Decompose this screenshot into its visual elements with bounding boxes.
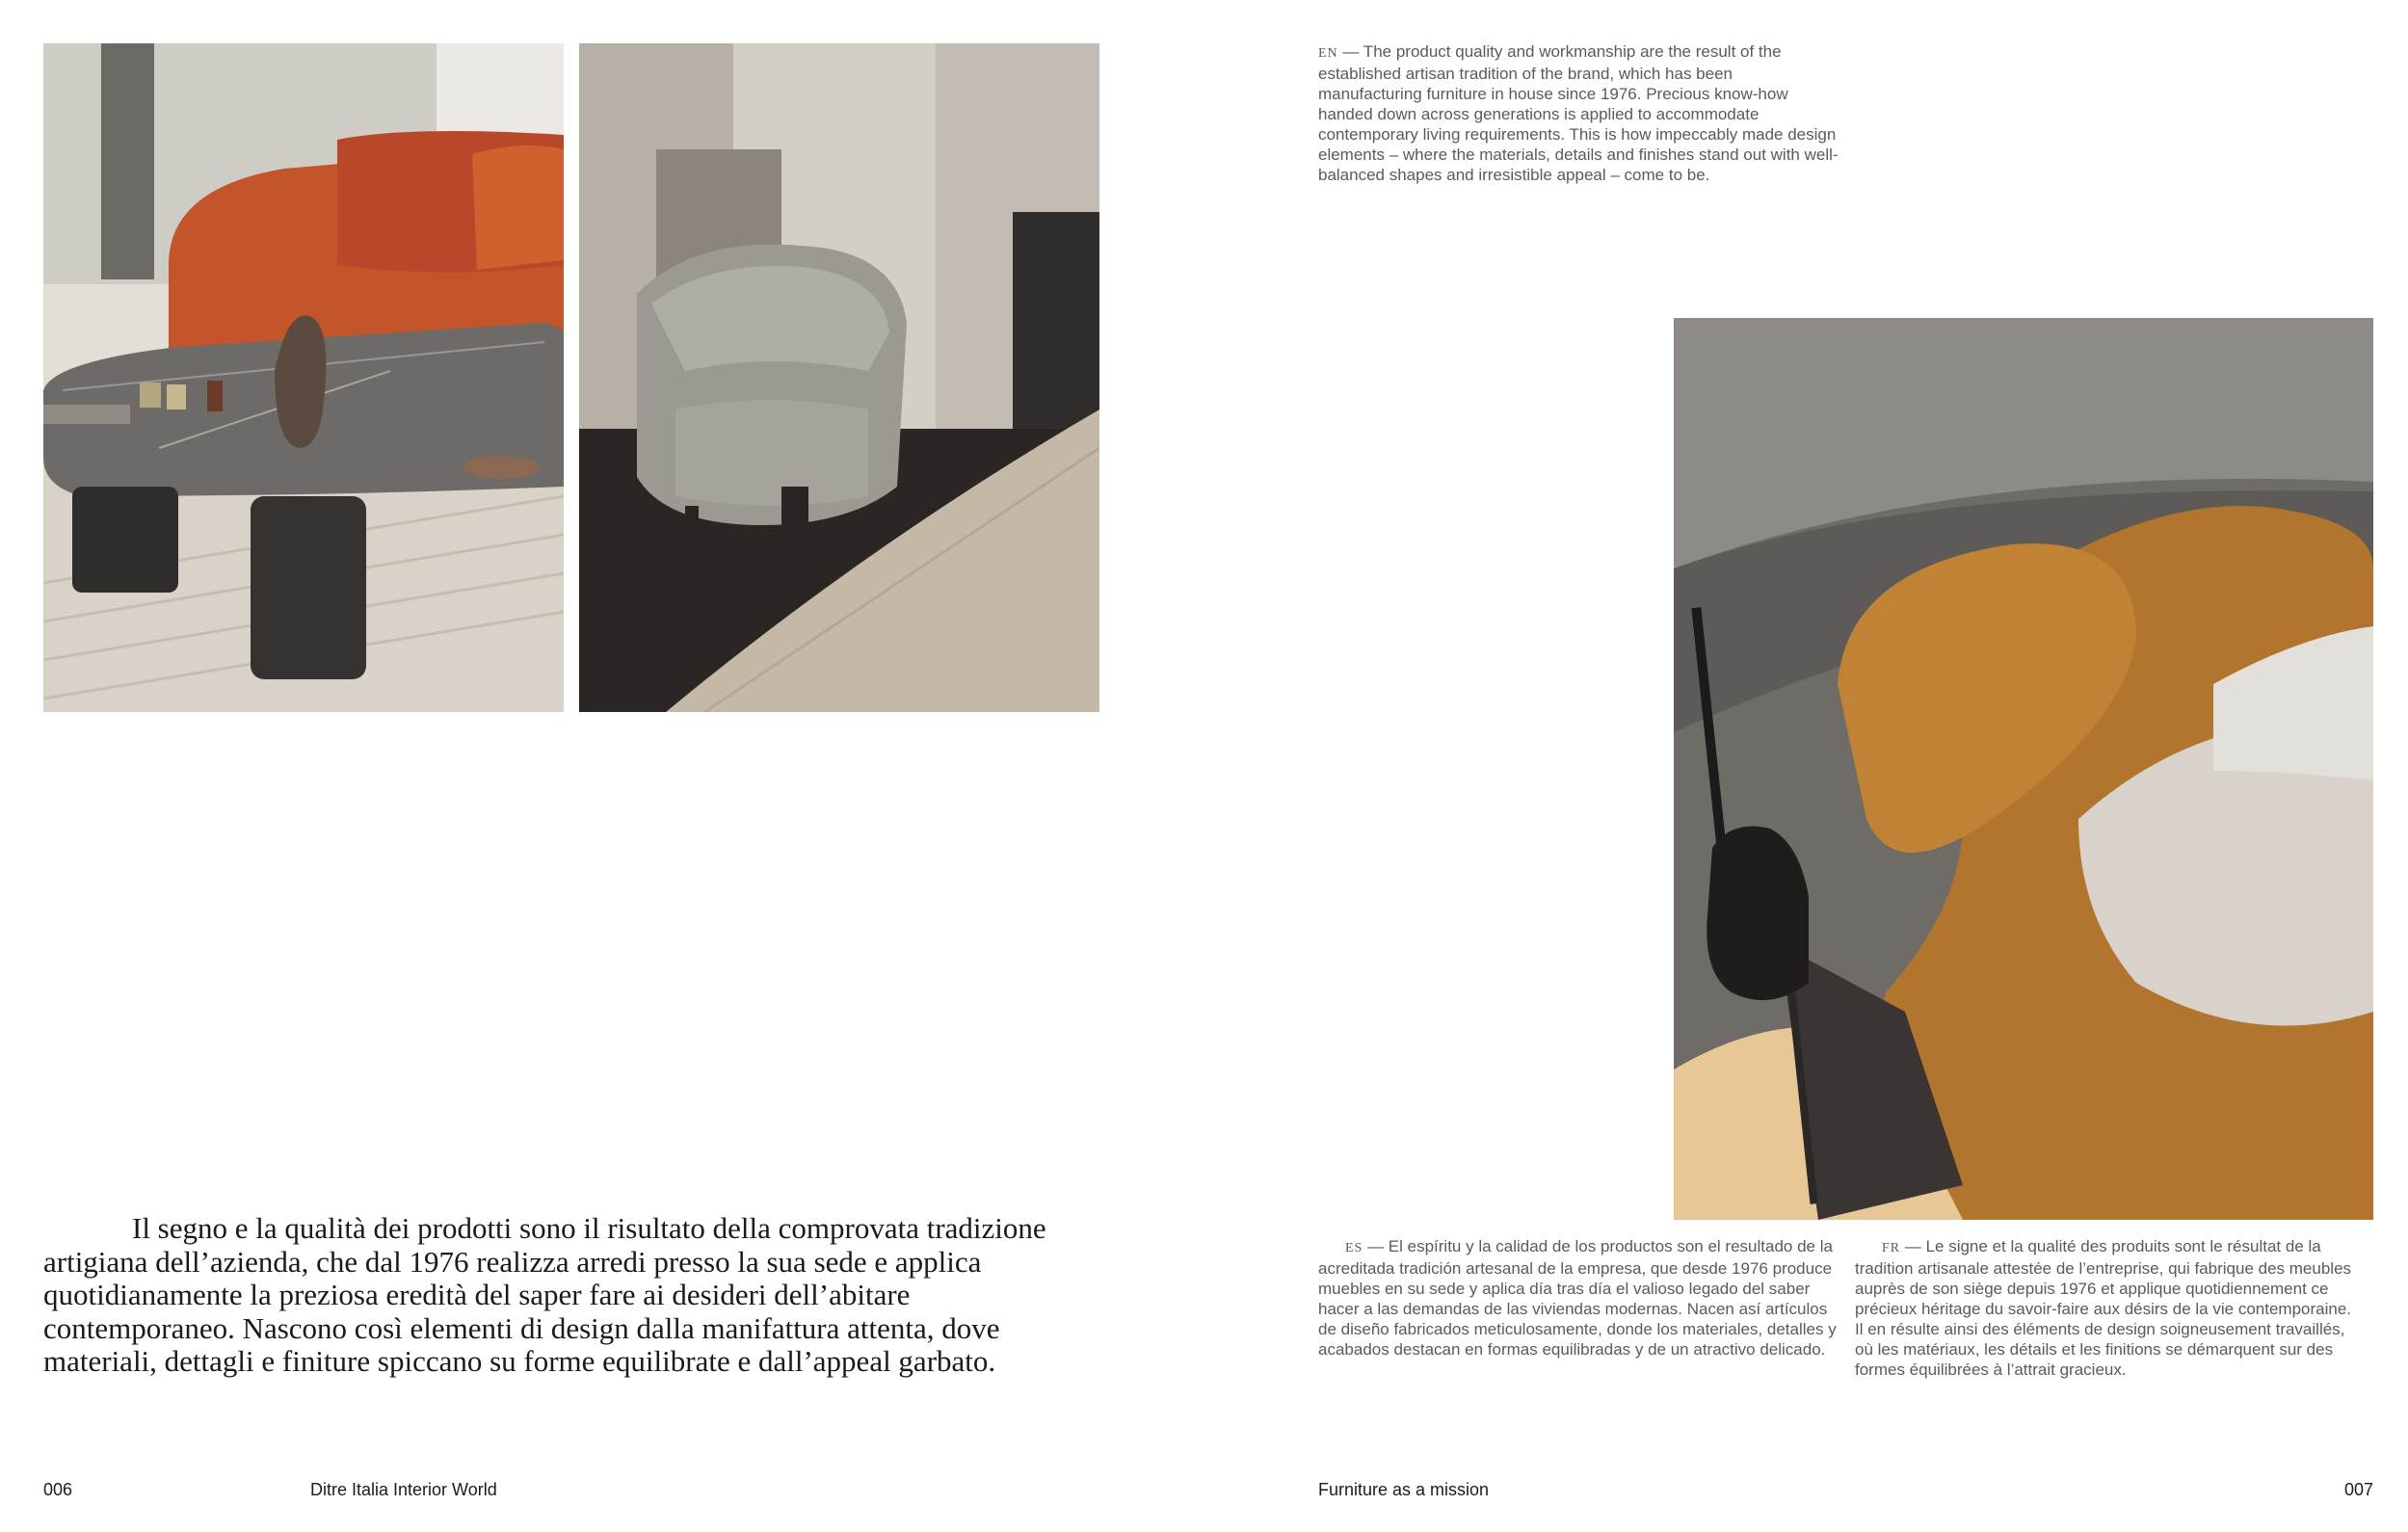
page-number-left: 006	[43, 1480, 73, 1499]
running-title-right: Furniture as a mission	[1318, 1480, 1490, 1499]
intro-text-fr	[1855, 1236, 2364, 1380]
language-code-es: ES	[1345, 1241, 1363, 1255]
page-number-right: 007	[2343, 1480, 2373, 1499]
photo-armchair	[579, 43, 1099, 712]
photo-bed-lamp	[1674, 318, 2373, 1220]
intro-text-fr-body: — Le signe et la qualité des produits sont le résultat de la tradition artisanale attestée de l’entreprise, qui fabrique des meubles auprès de son siège depuis 1976 et applique quotidiennement ce précieux héritage du savoir-faire aux désirs de la vie contemporaine. Il en résulte ainsi des éléments de design soigneusement travaillés, où les matériaux, les détails et les finitions se démarquent sur des formes équilibrées à l’attrait gracieux.	[1855, 1237, 2352, 1379]
language-code-fr: FR	[1882, 1241, 1901, 1255]
photo-sofa-coffee-table	[43, 43, 564, 712]
intro-text-es-body: — El espíritu y la calidad de los productos son el resultado de la acreditada tradición artesanal de la empresa, que desde 1976 produce muebles en su sede y aplica día tras día el valioso legado del saber hacer a las demandas de las viviendas modernas. Nacen así artículos de diseño fabricados meticulosamente, donde los materiales, detalles y acabados destacan en formas equilibradas y de un atractivo delicado.	[1318, 1237, 1837, 1359]
intro-text-en-body: — The product quality and workmanship are the result of the established artisan tradition of the brand, which has been manufacturing furniture in house since 1976. Precious know-how handed down across generations is applied to accommodate contemporary living requirements. This is how impeccably made design elements – where the materials, details and finishes stand out with well-balanced shapes and irresistible appeal – come to be.	[1318, 42, 1839, 184]
intro-text-it: Il segno e la qualità dei prodotti sono il risultato della comprovata tradizione artigiana dell’azienda, che dal 1976 realizza arredi presso la sua sede e applica quotidianamente la preziosa eredità del saper fare ai desideri dell’abitare contemporaneo. Nascono così elementi di design dalla manifattura attenta, dove materiali, dettagli e finiture spiccano su forme equilibrate e dall’appeal garbato.	[43, 1211, 1046, 1378]
intro-text-en	[1318, 41, 1839, 185]
language-code-en: EN	[1318, 46, 1338, 61]
intro-text-es	[1318, 1236, 1839, 1360]
running-title-left: Ditre Italia Interior World	[310, 1480, 497, 1499]
